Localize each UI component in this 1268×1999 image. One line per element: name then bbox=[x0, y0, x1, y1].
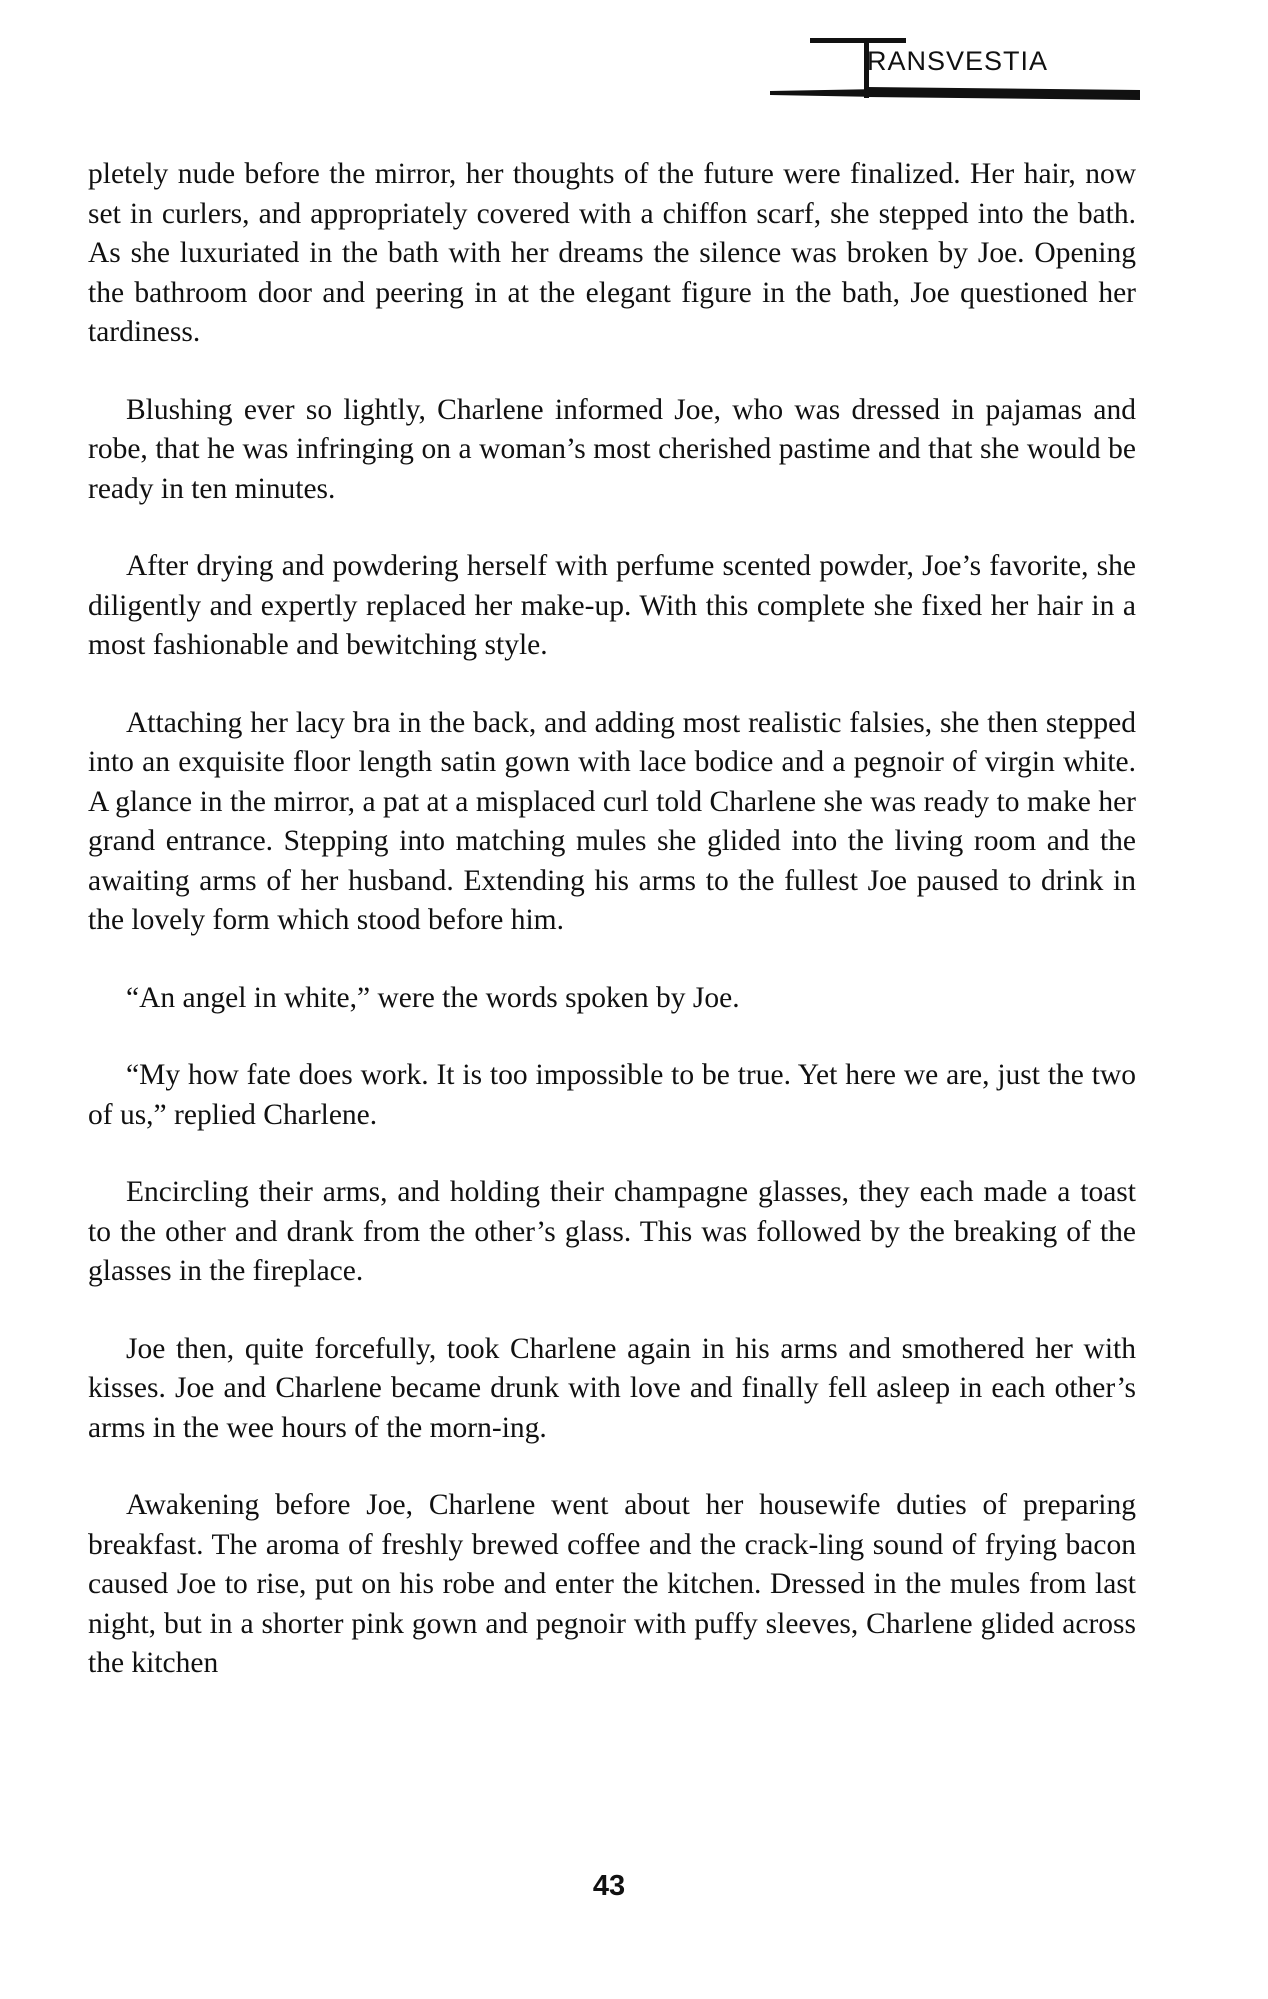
journal-masthead bbox=[770, 38, 1140, 108]
paragraph: After drying and powdering herself with perfume scented powder, Joe’s favorite, she diligently and expertly replaced her make-up. With this complete she fixed her hair in a most fashionable and bewitching style. bbox=[88, 550, 1136, 661]
paragraph: Joe then, quite forcefully, took Charlene again in his arms and smothered her with kisses. Joe and Charlene became drunk with love and finally fell asleep in each other’s arms in the wee hours of the morn-ing. bbox=[88, 1332, 1136, 1444]
paragraph: Blushing ever so lightly, Charlene informed Joe, who was dressed in pajamas and robe, that he was infringing on a woman’s most cherished pastime and that she would be ready in ten minutes. bbox=[88, 393, 1136, 505]
article-body bbox=[88, 155, 1136, 1722]
paragraph: Encircling their arms, and holding their champagne glasses, they each made a toast to the other and drank from the other’s glass. This was followed by the breaking of the glasses in the fireplace. bbox=[88, 1176, 1136, 1287]
page-number: 43 bbox=[592, 1870, 626, 1902]
paragraph: Awakening before Joe, Charlene went about her housewife duties of preparing breakfast. The aroma of freshly brewed coffee and the crack-ling sound of frying bacon caused Joe to rise, put on his robe and enter the kitchen. Dressed in the mules from last night, but in a shorter pink gown and pegnoir with puffy sleeves, Charlene glided across the kitchen bbox=[88, 1489, 1136, 1679]
journal-title-text: RANSVESTIA bbox=[867, 46, 1049, 76]
paragraph: pletely nude before the mirror, her thoughts of the future were finalized. Her hair, now set in curlers, and appropriately covered with a chiffon scarf, she stepped into the bath. As she luxuriated in the bath with her dreams the silence was broken by Joe. Opening the bathroom door and peering in at the elegant figure in the bath, Joe questioned her tardiness. bbox=[88, 158, 1136, 348]
journal-title bbox=[867, 46, 1048, 77]
masthead-rule bbox=[770, 86, 1140, 100]
dialogue-paragraph: “My how fate does work. It is too impossible to be true. Yet here we are, just the two of us,” replied Charlene. bbox=[88, 1059, 1136, 1131]
paragraph: Attaching her lacy bra in the back, and adding most realistic falsies, she then stepped into an exquisite floor length satin gown with lace bodice and a pegnoir of virgin white. A glance in the mirror, a pat at a misplaced curl told Charlene she was ready to make her grand entrance. Stepping into matching mules she glided into the living room and the awaiting arms of her husband. Extending his arms to the fullest Joe paused to drink in the lovely form which stood before him. bbox=[88, 706, 1136, 936]
dialogue-paragraph: “An angel in white,” were the words spoken by Joe. bbox=[126, 981, 740, 1014]
